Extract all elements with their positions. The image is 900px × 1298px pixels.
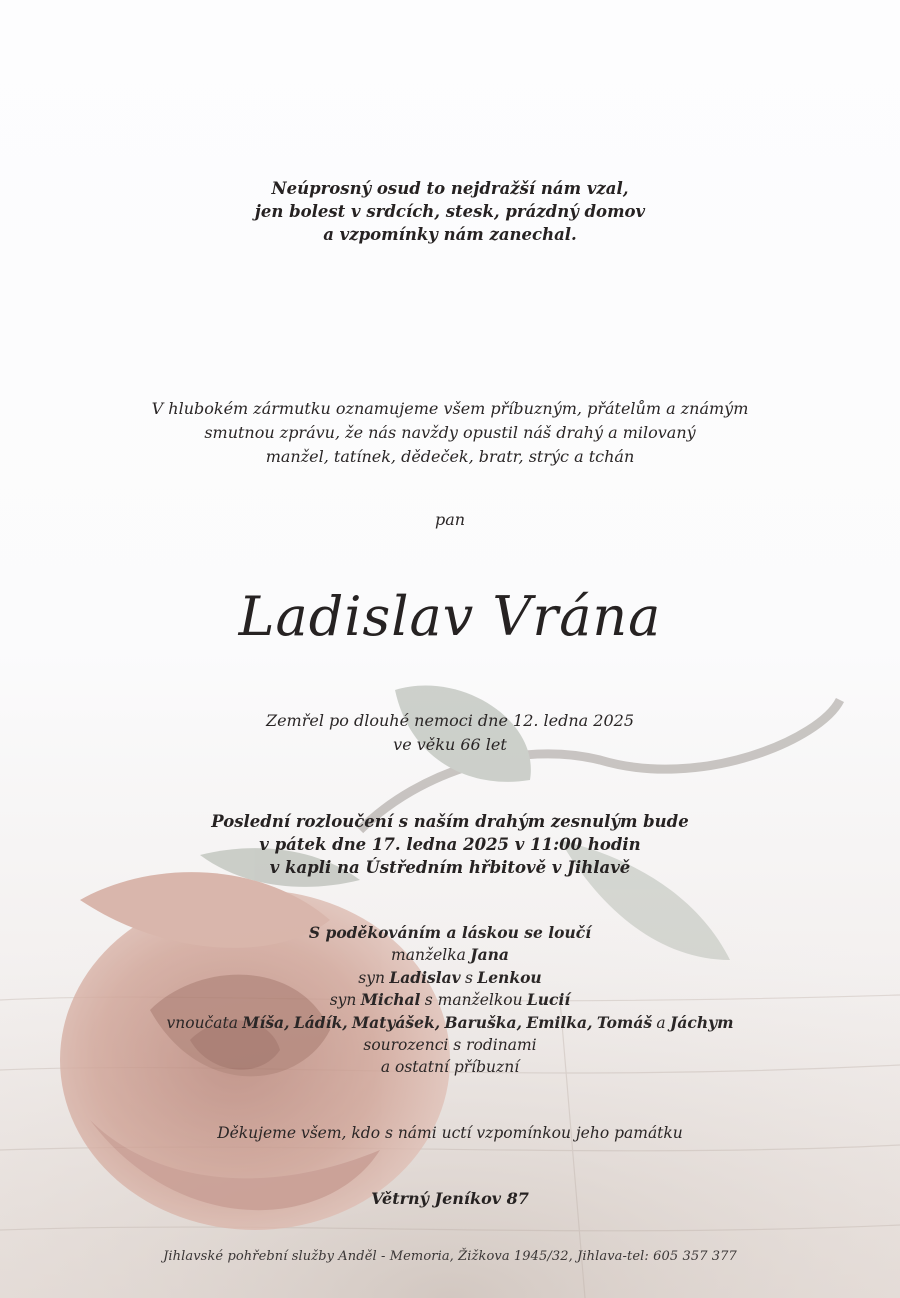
relation-connector: a xyxy=(656,1013,666,1032)
announcement-line: smutnou zprávu, že nás navždy opustil náš drahý a milovaný xyxy=(204,423,696,442)
funeral-service-footer: Jihlavské pohřební služby Anděl - Memoria, Žižkova 1945/32, Jihlava-tel: 605 357 377 xyxy=(163,1249,737,1264)
death-line: ve věku 66 let xyxy=(393,735,507,754)
grandchild-name: Jáchym xyxy=(670,1012,734,1032)
grandchild-name: Tomáš xyxy=(596,1012,653,1032)
thanks-line: Děkujeme všem, kdo s námi uctí vzpomínkou jeho památku xyxy=(217,1124,683,1142)
relation-label: syn xyxy=(329,991,357,1010)
mourner-son-1 xyxy=(0,967,900,989)
relation-label: vnoučata xyxy=(166,1013,238,1032)
grandchild-name: Ládík xyxy=(293,1012,343,1032)
mourners-heading-text: S poděkováním a láskou se loučí xyxy=(308,923,592,942)
death-info xyxy=(0,709,900,757)
mourner-name: Ladislav xyxy=(389,967,461,987)
grandchild-name: Baruška xyxy=(444,1012,517,1032)
mourner-name: Lucií xyxy=(526,990,571,1010)
relation-connector: s manželkou xyxy=(424,991,523,1010)
announcement-line: V hlubokém zármutku oznamujeme všem příbuzným, přátelům a známým xyxy=(151,399,749,418)
mourner-name: Lenkou xyxy=(477,967,542,987)
relation-label: manželka xyxy=(391,946,466,965)
mourner-siblings: sourozenci s rodinami xyxy=(363,1036,537,1055)
grandchild-name: Matyášek xyxy=(352,1012,435,1032)
grandchild-name: Emilka xyxy=(526,1012,588,1032)
funeral-line: v kapli na Ústředním hřbitově v Jihlavě xyxy=(269,858,631,877)
motto-line: Neúprosný osud to nejdražší nám vzal, xyxy=(271,179,629,198)
announcement-line: manžel, tatínek, dědeček, bratr, strýc a tchán xyxy=(265,447,635,466)
mourner-name: Michal xyxy=(360,990,421,1010)
family-address: Větrný Jeníkov 87 xyxy=(371,1189,529,1208)
mourners-list xyxy=(0,922,900,1079)
announcement-text xyxy=(0,397,900,469)
motto-line: jen bolest v srdcích, stesk, prázdný domov xyxy=(254,202,646,221)
relation-label: syn xyxy=(358,968,385,987)
funeral-line: Poslední rozloučení s naším drahým zesnulým bude xyxy=(211,812,689,831)
funeral-line: v pátek dne 17. ledna 2025 v 11:00 hodin xyxy=(259,835,641,854)
mourner-grandchildren: vnoučata Míša, Ládík, Matyášek, Baruška, Emilka, Tomáš a Jáchym xyxy=(166,1012,734,1032)
relation-connector: s xyxy=(465,968,473,987)
mourner-name: Jana xyxy=(470,945,509,965)
mourner-wife xyxy=(0,944,900,966)
grandchild-name: Míša xyxy=(242,1012,285,1032)
mourners-heading xyxy=(0,922,900,944)
funeral-info xyxy=(0,810,900,879)
death-line: Zemřel po dlouhé nemoci dne 12. ledna 2025 xyxy=(265,711,635,730)
mourner-others: a ostatní příbuzní xyxy=(380,1058,520,1077)
motto-line: a vzpomínky nám zanechal. xyxy=(323,225,577,244)
motto-verse xyxy=(0,177,900,246)
title-word: pan xyxy=(434,510,466,529)
mourner-son-2 xyxy=(0,989,900,1011)
deceased-name: Ladislav Vrána xyxy=(238,585,662,648)
